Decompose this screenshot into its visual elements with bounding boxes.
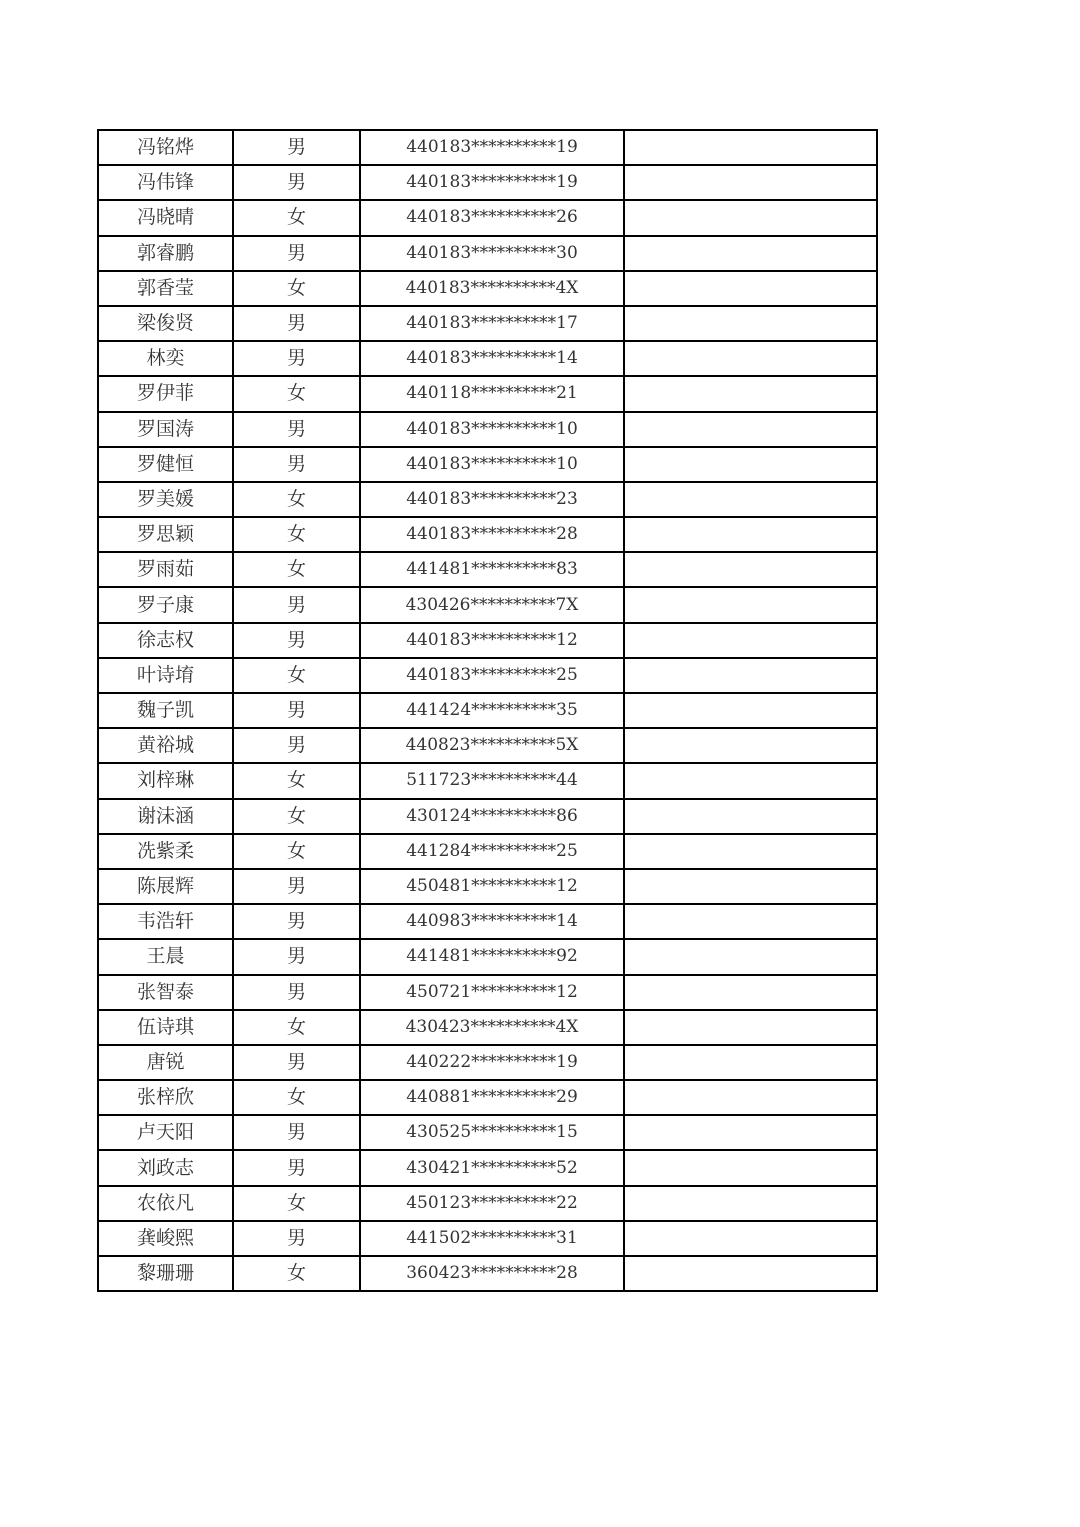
gender-cell: 女 bbox=[233, 376, 360, 411]
remarks-cell bbox=[624, 1010, 877, 1045]
table-row bbox=[98, 1115, 877, 1150]
table-row bbox=[98, 763, 877, 798]
student-name-cell: 刘梓琳 bbox=[98, 763, 233, 798]
student-name-cell: 罗美媛 bbox=[98, 482, 233, 517]
id-number-cell: 511723**********44 bbox=[360, 763, 624, 798]
id-number-cell: 450721**********12 bbox=[360, 975, 624, 1010]
id-number-cell: 441502**********31 bbox=[360, 1221, 624, 1256]
id-number-cell: 440222**********19 bbox=[360, 1045, 624, 1080]
id-number-cell: 360423**********28 bbox=[360, 1256, 624, 1291]
remarks-cell bbox=[624, 1221, 877, 1256]
remarks-cell bbox=[624, 482, 877, 517]
student-name-cell: 陈展辉 bbox=[98, 869, 233, 904]
table-row bbox=[98, 1010, 877, 1045]
table-row bbox=[98, 939, 877, 974]
gender-cell: 男 bbox=[233, 1221, 360, 1256]
gender-cell: 女 bbox=[233, 271, 360, 306]
id-number-cell: 441481**********92 bbox=[360, 939, 624, 974]
gender-cell: 女 bbox=[233, 799, 360, 834]
remarks-cell bbox=[624, 939, 877, 974]
student-name-cell: 罗子康 bbox=[98, 587, 233, 622]
gender-cell: 女 bbox=[233, 200, 360, 235]
table-row bbox=[98, 376, 877, 411]
remarks-cell bbox=[624, 623, 877, 658]
student-name-cell: 魏子凯 bbox=[98, 693, 233, 728]
gender-cell: 男 bbox=[233, 904, 360, 939]
table-row bbox=[98, 904, 877, 939]
student-name-cell: 黄裕城 bbox=[98, 728, 233, 763]
table-row bbox=[98, 165, 877, 200]
student-name-cell: 叶诗堉 bbox=[98, 658, 233, 693]
student-name-cell: 徐志权 bbox=[98, 623, 233, 658]
id-number-cell: 441424**********35 bbox=[360, 693, 624, 728]
student-name-cell: 张梓欣 bbox=[98, 1080, 233, 1115]
gender-cell: 女 bbox=[233, 658, 360, 693]
id-number-cell: 440183**********30 bbox=[360, 236, 624, 271]
gender-cell: 男 bbox=[233, 412, 360, 447]
table-row bbox=[98, 271, 877, 306]
remarks-cell bbox=[624, 447, 877, 482]
remarks-cell bbox=[624, 658, 877, 693]
table-row bbox=[98, 728, 877, 763]
remarks-cell bbox=[624, 728, 877, 763]
student-name-cell: 龚峻熙 bbox=[98, 1221, 233, 1256]
student-name-cell: 张智泰 bbox=[98, 975, 233, 1010]
remarks-cell bbox=[624, 763, 877, 798]
table-row bbox=[98, 1256, 877, 1291]
id-number-cell: 440183**********14 bbox=[360, 341, 624, 376]
table-row bbox=[98, 975, 877, 1010]
remarks-cell bbox=[624, 587, 877, 622]
gender-cell: 女 bbox=[233, 1080, 360, 1115]
table-row bbox=[98, 341, 877, 376]
gender-cell: 女 bbox=[233, 552, 360, 587]
student-name-cell: 林奕 bbox=[98, 341, 233, 376]
gender-cell: 男 bbox=[233, 165, 360, 200]
id-number-cell: 440183**********10 bbox=[360, 447, 624, 482]
id-number-cell: 430423**********4X bbox=[360, 1010, 624, 1045]
remarks-cell bbox=[624, 1186, 877, 1221]
gender-cell: 女 bbox=[233, 1256, 360, 1291]
roster-table-body bbox=[98, 130, 877, 1291]
remarks-cell bbox=[624, 869, 877, 904]
table-row bbox=[98, 1150, 877, 1185]
id-number-cell: 440183**********26 bbox=[360, 200, 624, 235]
remarks-cell bbox=[624, 236, 877, 271]
remarks-cell bbox=[624, 693, 877, 728]
remarks-cell bbox=[624, 200, 877, 235]
remarks-cell bbox=[624, 165, 877, 200]
remarks-cell bbox=[624, 306, 877, 341]
student-name-cell: 伍诗琪 bbox=[98, 1010, 233, 1045]
student-name-cell: 罗思颖 bbox=[98, 517, 233, 552]
table-row bbox=[98, 658, 877, 693]
gender-cell: 女 bbox=[233, 482, 360, 517]
id-number-cell: 440183**********28 bbox=[360, 517, 624, 552]
student-name-cell: 郭睿鹏 bbox=[98, 236, 233, 271]
table-row bbox=[98, 412, 877, 447]
remarks-cell bbox=[624, 271, 877, 306]
table-row bbox=[98, 834, 877, 869]
remarks-cell bbox=[624, 975, 877, 1010]
table-row bbox=[98, 200, 877, 235]
gender-cell: 男 bbox=[233, 1150, 360, 1185]
student-name-cell: 谢沫涵 bbox=[98, 799, 233, 834]
gender-cell: 女 bbox=[233, 1010, 360, 1045]
id-number-cell: 441481**********83 bbox=[360, 552, 624, 587]
id-number-cell: 440183**********25 bbox=[360, 658, 624, 693]
gender-cell: 男 bbox=[233, 693, 360, 728]
student-name-cell: 冼紫柔 bbox=[98, 834, 233, 869]
table-row bbox=[98, 587, 877, 622]
student-name-cell: 王晨 bbox=[98, 939, 233, 974]
gender-cell: 男 bbox=[233, 939, 360, 974]
gender-cell: 男 bbox=[233, 587, 360, 622]
student-name-cell: 黎珊珊 bbox=[98, 1256, 233, 1291]
id-number-cell: 450123**********22 bbox=[360, 1186, 624, 1221]
table-row bbox=[98, 517, 877, 552]
student-name-cell: 梁俊贤 bbox=[98, 306, 233, 341]
gender-cell: 男 bbox=[233, 623, 360, 658]
id-number-cell: 440983**********14 bbox=[360, 904, 624, 939]
remarks-cell bbox=[624, 517, 877, 552]
table-row bbox=[98, 1186, 877, 1221]
id-number-cell: 430426**********7X bbox=[360, 587, 624, 622]
remarks-cell bbox=[624, 834, 877, 869]
remarks-cell bbox=[624, 1045, 877, 1080]
gender-cell: 男 bbox=[233, 306, 360, 341]
id-number-cell: 440118**********21 bbox=[360, 376, 624, 411]
student-name-cell: 罗伊菲 bbox=[98, 376, 233, 411]
gender-cell: 女 bbox=[233, 1186, 360, 1221]
table-row bbox=[98, 236, 877, 271]
id-number-cell: 450481**********12 bbox=[360, 869, 624, 904]
student-name-cell: 韦浩轩 bbox=[98, 904, 233, 939]
remarks-cell bbox=[624, 799, 877, 834]
id-number-cell: 440183**********23 bbox=[360, 482, 624, 517]
table-row bbox=[98, 799, 877, 834]
remarks-cell bbox=[624, 904, 877, 939]
gender-cell: 男 bbox=[233, 447, 360, 482]
gender-cell: 女 bbox=[233, 834, 360, 869]
id-number-cell: 440183**********17 bbox=[360, 306, 624, 341]
student-name-cell: 冯伟锋 bbox=[98, 165, 233, 200]
id-number-cell: 440183**********4X bbox=[360, 271, 624, 306]
gender-cell: 男 bbox=[233, 1115, 360, 1150]
id-number-cell: 430124**********86 bbox=[360, 799, 624, 834]
remarks-cell bbox=[624, 341, 877, 376]
roster-table bbox=[97, 129, 878, 1292]
gender-cell: 男 bbox=[233, 341, 360, 376]
table-row bbox=[98, 693, 877, 728]
student-name-cell: 罗国涛 bbox=[98, 412, 233, 447]
student-name-cell: 刘政志 bbox=[98, 1150, 233, 1185]
gender-cell: 男 bbox=[233, 869, 360, 904]
table-row bbox=[98, 447, 877, 482]
student-name-cell: 唐锐 bbox=[98, 1045, 233, 1080]
table-row bbox=[98, 623, 877, 658]
student-name-cell: 冯晓晴 bbox=[98, 200, 233, 235]
id-number-cell: 430525**********15 bbox=[360, 1115, 624, 1150]
table-row bbox=[98, 552, 877, 587]
id-number-cell: 441284**********25 bbox=[360, 834, 624, 869]
remarks-cell bbox=[624, 1080, 877, 1115]
student-name-cell: 农依凡 bbox=[98, 1186, 233, 1221]
id-number-cell: 440183**********19 bbox=[360, 130, 624, 165]
remarks-cell bbox=[624, 552, 877, 587]
remarks-cell bbox=[624, 1256, 877, 1291]
remarks-cell bbox=[624, 130, 877, 165]
table-row bbox=[98, 1045, 877, 1080]
gender-cell: 女 bbox=[233, 763, 360, 798]
remarks-cell bbox=[624, 1115, 877, 1150]
gender-cell: 男 bbox=[233, 236, 360, 271]
remarks-cell bbox=[624, 1150, 877, 1185]
student-name-cell: 卢天阳 bbox=[98, 1115, 233, 1150]
table-row bbox=[98, 1221, 877, 1256]
student-name-cell: 罗雨茹 bbox=[98, 552, 233, 587]
id-number-cell: 430421**********52 bbox=[360, 1150, 624, 1185]
gender-cell: 男 bbox=[233, 728, 360, 763]
id-number-cell: 440183**********19 bbox=[360, 165, 624, 200]
remarks-cell bbox=[624, 412, 877, 447]
gender-cell: 男 bbox=[233, 975, 360, 1010]
id-number-cell: 440881**********29 bbox=[360, 1080, 624, 1115]
student-name-cell: 冯铭烨 bbox=[98, 130, 233, 165]
student-name-cell: 罗健恒 bbox=[98, 447, 233, 482]
id-number-cell: 440823**********5X bbox=[360, 728, 624, 763]
gender-cell: 男 bbox=[233, 1045, 360, 1080]
gender-cell: 男 bbox=[233, 130, 360, 165]
table-row bbox=[98, 130, 877, 165]
id-number-cell: 440183**********12 bbox=[360, 623, 624, 658]
id-number-cell: 440183**********10 bbox=[360, 412, 624, 447]
table-row bbox=[98, 1080, 877, 1115]
gender-cell: 女 bbox=[233, 517, 360, 552]
remarks-cell bbox=[624, 376, 877, 411]
table-row bbox=[98, 482, 877, 517]
student-name-cell: 郭香莹 bbox=[98, 271, 233, 306]
table-row bbox=[98, 306, 877, 341]
table-row bbox=[98, 869, 877, 904]
